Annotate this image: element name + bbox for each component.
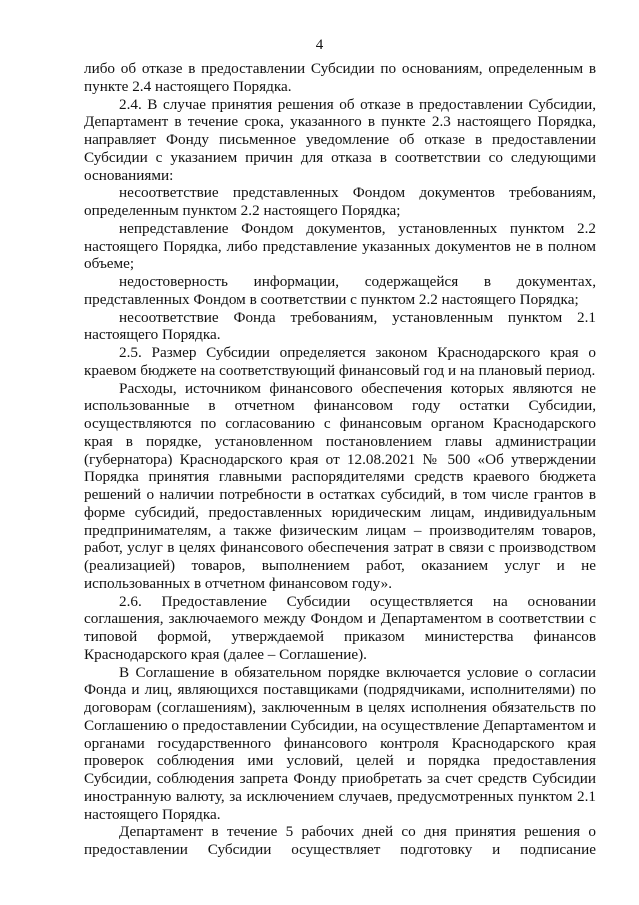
- paragraph-ground-nonsubmission: непредставление Фондом документов, установленных пунктом 2.2 настоящего Порядка, либо представление указанных документов не в полном объеме;: [84, 219, 596, 273]
- paragraph-continuation: либо об отказе в предоставлении Субсидии по основаниям, определенным в пункте 2.4 настоящего Порядка.: [84, 60, 596, 95]
- page-number: 4: [315, 37, 324, 53]
- paragraph-agreement-conditions: В Соглашение в обязательном порядке включается условие о согласии Фонда и лиц, являющихся поставщиками (подрядчиками, исполнителями) по договорам (соглашениям), заключенным в целях исполнения обязательств по Соглашению о предоставлении Субсидии, на осуществление Департаментом и органами государственного финансового контроля Краснодарского края проверок соблюдения ими условий, целей и порядка предоставления Субсидии, соблюдения запрета Фонду приобретать за счет средств Субсидии иностранную валюту, за исключением случаев, предусмотренных пунктом 2.1 настоящего Порядка.: [84, 663, 596, 823]
- paragraph-expenses: Расходы, источником финансового обеспечения которых являются не использованные в отчетном финансовом году остатки Субсидии, осуществляются по согласованию с финансовым органом Краснодарского края в порядке, установленном постановлением главы администрации (губернатора) Краснодарского края от 12.08.2021 № 500 «Об утверждении Порядка принятия главными распорядителями средств краевого бюджета решений о наличии потребности в остатках субсидий, в том числе грантов в форме субсидий, предоставленных юридическим лицам, индивидуальным предпринимателям, а также физическим лицам – производителям товаров, работ, услуг в целях финансового обеспечения затрат в связи с производством (реализацией) товаров, выполнением работ, оказанием услуг и не использованных в отчетном финансовом году».: [84, 379, 596, 592]
- paragraph-ground-unreliability: недостоверность информации, содержащейся в документах, представленных Фондом в соответствии с пунктом 2.2 настоящего Порядка;: [84, 273, 596, 308]
- paragraph-ground-nonconformity-fund: несоответствие Фонда требованиям, установленным пунктом 2.1 настоящего Порядка.: [84, 308, 596, 344]
- document-body: [84, 60, 596, 859]
- paragraph-ground-nonconformity-documents: несоответствие представленных Фондом документов требованиям, определенным пунктом 2.2 настоящего Порядка;: [84, 184, 596, 219]
- paragraph-2-5: 2.5. Размер Субсидии определяется законом Краснодарского края о краевом бюджете на соответствующий финансовый год и на плановый период.: [84, 344, 596, 379]
- paragraph-2-6: 2.6. Предоставление Субсидии осуществляется на основании соглашения, заключаемого между Фондом и Департаментом в соответствии с типовой формой, утверждаемой приказом министерства финансов Краснодарского края (далее – Соглашение).: [84, 592, 596, 663]
- paragraph-2-4: 2.4. В случае принятия решения об отказе в предоставлении Субсидии, Департамент в течение срока, указанного в пункте 2.3 настоящего Порядка, направляет Фонду письменное уведомление об отказе в предоставлении Субсидии с указанием причин для отказа в соответствии со следующими основаниями:: [84, 95, 596, 184]
- paragraph-department-preparation: Департамент в течение 5 рабочих дней со дня принятия решения о предоставлении Субсидии осуществляет подготовку и подписание: [84, 823, 596, 858]
